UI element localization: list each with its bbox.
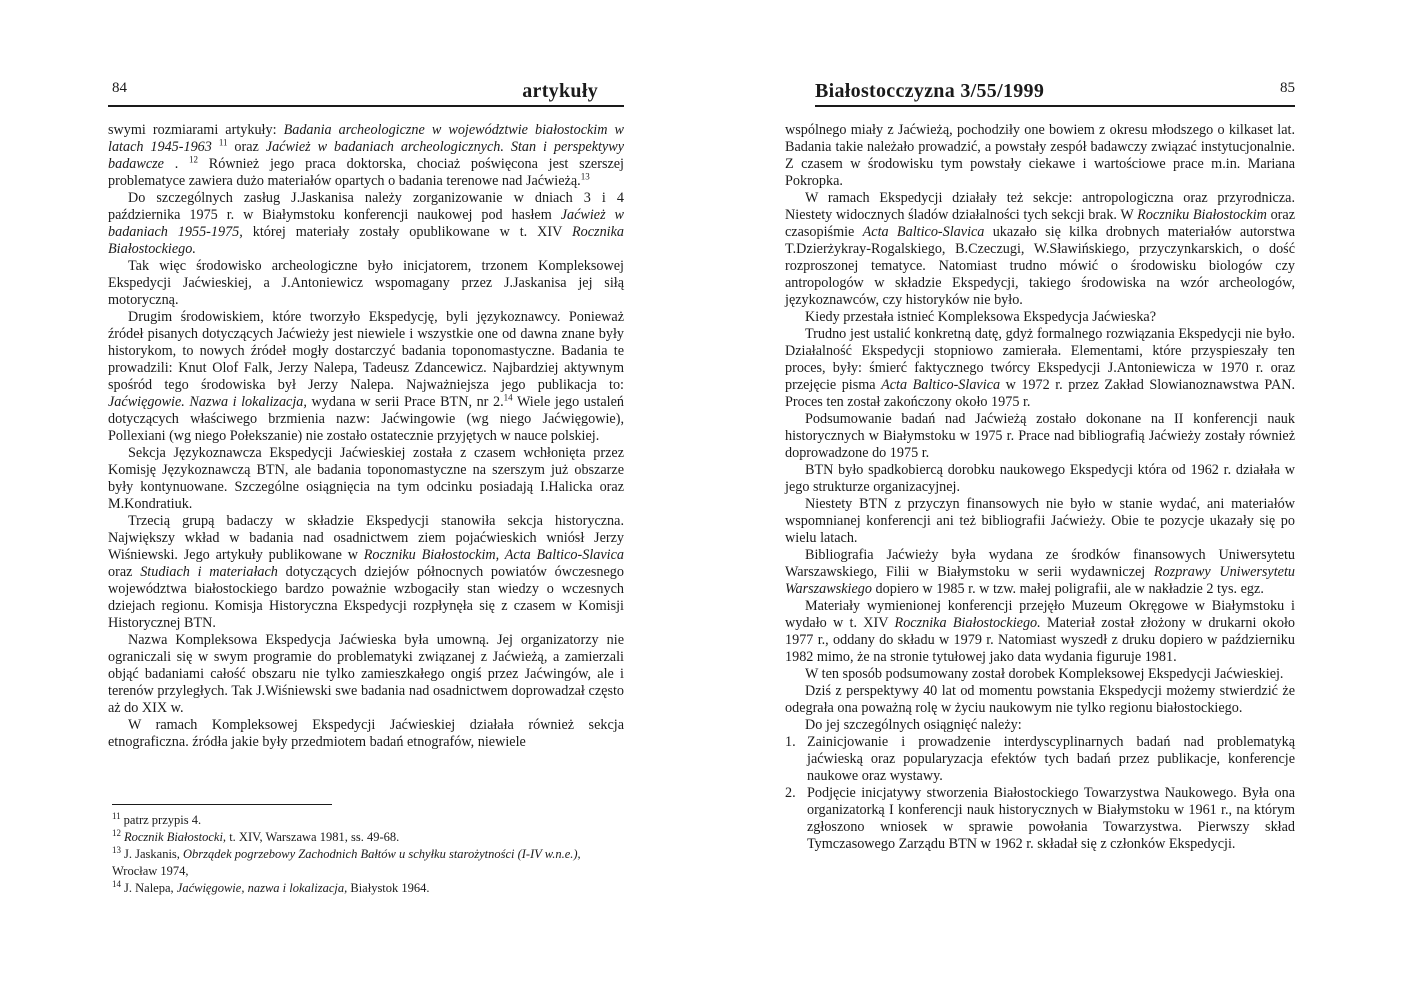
- text-run: Do jej szczególnych osiągnięć należy:: [805, 717, 1022, 733]
- right-paragraphs: [785, 122, 1295, 734]
- text-run: patrz przypis 4.: [123, 813, 202, 827]
- text-run: dopiero w 1985 r. w tzw. małej poligrafii, ale w nakładzie 2 tys. egz.: [871, 581, 1264, 597]
- paragraph: [785, 496, 1295, 547]
- text-run: J. Jaskanis,: [124, 847, 184, 861]
- text-run: Materiały wymienionej konferencji przejęło Muzeum Okręgowe w Białymstoku i wydało w t. XIV: [785, 598, 1295, 631]
- achievement-item: [785, 785, 1295, 853]
- text-run: W ramach Ekspedycji działały też sekcje: antropologiczna oraz przyrodnicza. Niestety widocznych śladów działalności tych sekcji brak. W: [785, 190, 1295, 223]
- paragraph: [785, 190, 1295, 309]
- italic-run: Badania archeologiczne w województwie białostockim w latach 1945-1963: [108, 122, 624, 155]
- italic-run: Obrządek pogrzebowy Zachodnich Bałtów u schyłku starożytności (I-IV w.n.e.),: [183, 847, 581, 861]
- text-run: dotyczących dziejów północnych powiatów ówczesnego województwa białostockiego bardzo poważnie wzbogaciły stan wiedzy o wczesnych dziejach regionu. Komisja Historyczna Ekspedycji rozpłynęła się z czasem w Komisji Historycznej BTN.: [108, 564, 624, 631]
- footnote-ref: 11: [218, 137, 228, 148]
- paragraph: [785, 717, 1295, 734]
- paragraph: [785, 547, 1295, 598]
- text-run: Trudno jest ustalić konkretną datę, gdyż formalnego rozwiązania Ekspedycji nie było. Działalność Ekspedycji stopniowo zamierała. Elementami, które przyspieszały ten proces, były: śmierć faktycznego twórcy Ekspedycji J.Antoniewicza w 1970 r. oraz przejęcie pisma: [785, 326, 1295, 393]
- italic-run: Studiach i materiałach: [140, 564, 278, 580]
- text-run: oraz czasopiśmie: [785, 207, 1295, 240]
- paragraph: [108, 309, 624, 445]
- footnote-number: 11: [112, 810, 121, 821]
- footnote-number: 14: [112, 878, 121, 889]
- text-run: Dziś z perspektywy 40 lat od momentu powstania Ekspedycji możemy stwierdzić że odegrała ona poważną rolę w życiu naukowym nie tylko regionu białostockiego.: [785, 683, 1295, 716]
- italic-run: Acta Baltico-Slavica: [881, 377, 1001, 393]
- italic-run: Acta Baltico-Slavica: [862, 224, 985, 240]
- footnote: [112, 846, 624, 880]
- text-run: ukazało się kilka drobnych materiałów autorstwa T.Dzierżykray-Rogalskiego, B.Czeczugi, W.Sławińskiego, przyczynkarskich, o dość rozproszonej tematyce. Natomiast trudno mówić o środowisku biologów czy antropologów w składzie Ekspedycji, takiego środowiska na wzór archeologów, językoznawców, czy historyków nie było.: [785, 224, 1295, 308]
- paragraph: [785, 683, 1295, 717]
- footnote-number: 12: [112, 827, 121, 838]
- italic-run: Rozprawy Uniwersytetu Warszawskiego: [785, 564, 1295, 597]
- paragraph: [785, 309, 1295, 326]
- italic-run: Roczniku Białostockim: [1137, 207, 1267, 223]
- text-run: Białystok 1964.: [347, 881, 430, 895]
- text-run: Podsumowanie badań nad Jaćwieżą zostało dokonane na II konferencji nauk historycznych w Białymstoku w 1975 r. Prace nad bibliografią Jaćwieży zostały również doprowadzone do 1975 r.: [785, 411, 1295, 461]
- italic-run: Rocznik Białostocki,: [124, 830, 227, 844]
- left-page: [108, 0, 624, 981]
- text-run: .: [163, 156, 190, 172]
- italic-run: Roczniku Białostockim, Acta Baltico-Slavica: [363, 547, 624, 563]
- text-run: swymi rozmiarami artykuły:: [108, 122, 284, 138]
- text-run: J. Nalepa,: [124, 881, 177, 895]
- text-run: Tak więc środowisko archeologiczne było inicjatorem, trzonem Kompleksowej Ekspedycji Jaćwieskiej, a J.Antoniewicz wspomagany przez J.Jaskanisa jej siłą motoryczną.: [108, 258, 624, 308]
- text-run: W ten sposób podsumowany został dorobek Kompleksowej Ekspedycji Jaćwieskiej.: [805, 666, 1284, 682]
- footnote: [112, 880, 624, 897]
- left-body-text: [108, 122, 624, 751]
- paragraph: [108, 717, 624, 751]
- right-body-text: [785, 122, 1295, 853]
- paragraph: [108, 190, 624, 258]
- paragraph: [108, 513, 624, 632]
- footnote: [112, 829, 624, 846]
- text-run: wspólnego miały z Jaćwieżą, pochodziły one bowiem z okresu młodszego o kilkaset lat. Badania takie należało prowadzić, a powstały zespół badawczy związać instytucjonalnie. Z czasem w środowisku tym powstały ciekawe i wartościowe prace m.in. Mariana Pokropka.: [785, 122, 1295, 189]
- footnote-ref: 13: [580, 171, 590, 182]
- text-run: W ramach Kompleksowej Ekspedycji Jaćwieskiej działała również sekcja etnograficzna. źródła jakie były przedmiotem badań etnografów, niewiele: [108, 717, 624, 750]
- text-run: której materiały zostały opublikowane w t. XIV: [242, 224, 572, 240]
- achievements-list: [785, 734, 1295, 853]
- paragraph: [785, 666, 1295, 683]
- text-run: Bibliografia Jaćwieży była wydana ze środków finansowych Uniwersytetu Warszawskiego, Filii w Białymstoku w serii wydawniczej: [785, 547, 1295, 580]
- text-run: Wrocław 1974,: [112, 864, 189, 878]
- list-number: 1.: [785, 734, 796, 750]
- footnote: [112, 812, 624, 829]
- text-run: Trzecią grupą badaczy w składzie Ekspedycji stanowiła sekcja historyczna. Największy wkład w badania nad osadnictwem ziem pojaćwieskich wniósł Jerzy Wiśniewski. Jego artykuły publikowane w: [108, 513, 624, 563]
- text-run: Nazwa Kompleksowa Ekspedycja Jaćwieska była umowną. Jej organizatorzy nie ograniczali się w swym programie do problematyki związanej z Jaćwieżą, a zamierzali objąć badaniami całość obszaru nie tylko zamieszkałego ongiś przez Jaćwingów, ale i terenów przyległych. Tak J.Wiśniewski swe badania nad osadnictwem doprowadzał często aż do XIX w.: [108, 632, 624, 716]
- text-run: Materiał został złożony w drukarni około 1977 r., oddany do składu w 1979 r. Natomiast wyszedł z druku dopiero w październiku 1982 mimo, że na stronie tytułowej jako data wydania figuruje 1981.: [785, 615, 1295, 665]
- italic-run: Rocznika Białostockiego.: [108, 224, 624, 257]
- running-head-left: artykuły: [522, 80, 598, 102]
- list-text: Zainicjowanie i prowadzenie interdyscyplinarnych badań nad problematyką jaćwieską oraz popularyzacja efektów tych badań przez publikacje, konferencje naukowe oraz wystawy.: [807, 734, 1295, 784]
- header-rule-left: [108, 105, 624, 107]
- footnotes: [112, 812, 624, 897]
- text-run: Do szczególnych zasług J.Jaskanisa należy zorganizowanie w dniach 3 i 4 października 1975 r. w Białymstoku konferencji naukowej pod hasłem: [108, 190, 624, 223]
- footnote-rule: [112, 804, 332, 805]
- paragraph: [785, 411, 1295, 462]
- text-run: Również jego praca doktorska, chociaż poświęcona jest szerszej problematyce zawiera dużo materiałów opartych o badania terenowe nad Jaćwieżą.: [108, 156, 625, 189]
- text-run: BTN było spadkobiercą dorobku naukowego Ekspedycji która od 1962 r. działała w jego strukturze organizacyjnej.: [785, 462, 1295, 495]
- list-number: 2.: [785, 785, 796, 801]
- text-run: wydana w serii Prace BTN, nr 2.: [306, 394, 504, 410]
- italic-run: Jaćwięgowie, nazwa i lokalizacja,: [176, 881, 348, 895]
- page-number-right: 85: [1280, 80, 1295, 96]
- paragraph: [785, 326, 1295, 411]
- page-number-left: 84: [112, 80, 127, 96]
- text-run: w 1972 r. przez Zakład Slowianoznawstwa PAN. Proces ten został zakończony około 1975 r.: [785, 377, 1295, 410]
- text-run: Sekcja Językoznawcza Ekspedycji Jaćwieskiej została z czasem wchłonięta przez Komisję Językoznawczą BTN, ale badania toponomastyczne na szerszym już obszarze były kontynuowane. Szczególne osiągnięcia na tym odcinku posiadają I.Halicka oraz M.Kondratiuk.: [108, 445, 624, 512]
- italic-run: Rocznika Białostockiego.: [894, 615, 1041, 631]
- running-head-right: Białostocczyzna 3/55/1999: [815, 80, 1045, 102]
- paragraph: [785, 122, 1295, 190]
- footnote-ref: 14: [503, 392, 513, 403]
- text-run: oraz: [108, 564, 141, 580]
- footnote-number: 13: [112, 844, 121, 855]
- paragraph: [108, 632, 624, 717]
- italic-run: Jaćwież w badaniach 1955-1975,: [108, 207, 624, 240]
- footnote-ref: 12: [189, 154, 199, 165]
- text-run: t. XIV, Warszawa 1981, ss. 49-68.: [226, 830, 400, 844]
- achievement-item: [785, 734, 1295, 785]
- paragraph: [108, 122, 624, 190]
- text-run: [212, 139, 219, 155]
- text-run: Kiedy przestała istnieć Kompleksowa Ekspedycja Jaćwieska?: [805, 309, 1157, 325]
- italic-run: Jaćwież w badaniach archeologicznych. Stan i perspektywy badawcze: [108, 139, 624, 172]
- right-page: [785, 0, 1295, 981]
- text-run: Niestety BTN z przyczyn finansowych nie było w stanie wydać, ani materiałów wspomnianej konferencji ani też bibliografii Jaćwieży. Obie te pozycje ukazały się po wielu latach.: [785, 496, 1295, 546]
- text-run: Drugim środowiskiem, które tworzyło Ekspedycję, byli językoznawcy. Ponieważ źródeł pisanych dotyczących Jaćwieży jest niewiele i wszystkie one od dawna znane były historykom, to nowych źródeł mogły dostarczyć badania toponomastyczne. Badania te prowadzili: Knut Olof Falk, Jerzy Nalepa, Tadeusz Zdancewicz. Najbardziej aktywnym spośród tego środowiska był Jerzy Nalepa. Najważniejsza jego publikacja to:: [108, 309, 624, 393]
- paragraph: [108, 445, 624, 513]
- paragraph: [785, 598, 1295, 666]
- text-run: Wiele jego ustaleń dotyczących właściwego brzmienia nazw: Jaćwingowie (wg niego Jaćwięgowie), Pollexiani (wg niego Połekszanie) nie zostało ostatecznie przyjętych w nauce polskiej.: [108, 394, 624, 444]
- italic-run: Jaćwięgowie. Nazwa i lokalizacja,: [108, 394, 307, 410]
- header-rule-right: [815, 105, 1295, 107]
- paragraph: [785, 462, 1295, 496]
- paragraph: [108, 258, 624, 309]
- text-run: oraz: [227, 139, 266, 155]
- list-text: Podjęcie inicjatywy stworzenia Białostockiego Towarzystwa Naukowego. Była ona organizatorką I konferencji nauk historycznych w Białymstoku w 1961 r., na którym zgłoszono wniosek w sprawie powołania Towarzystwa. Pierwszy skład Tymczasowego Zarządu BTN w 1962 r. składał się z członków Ekspedycji.: [807, 785, 1295, 852]
